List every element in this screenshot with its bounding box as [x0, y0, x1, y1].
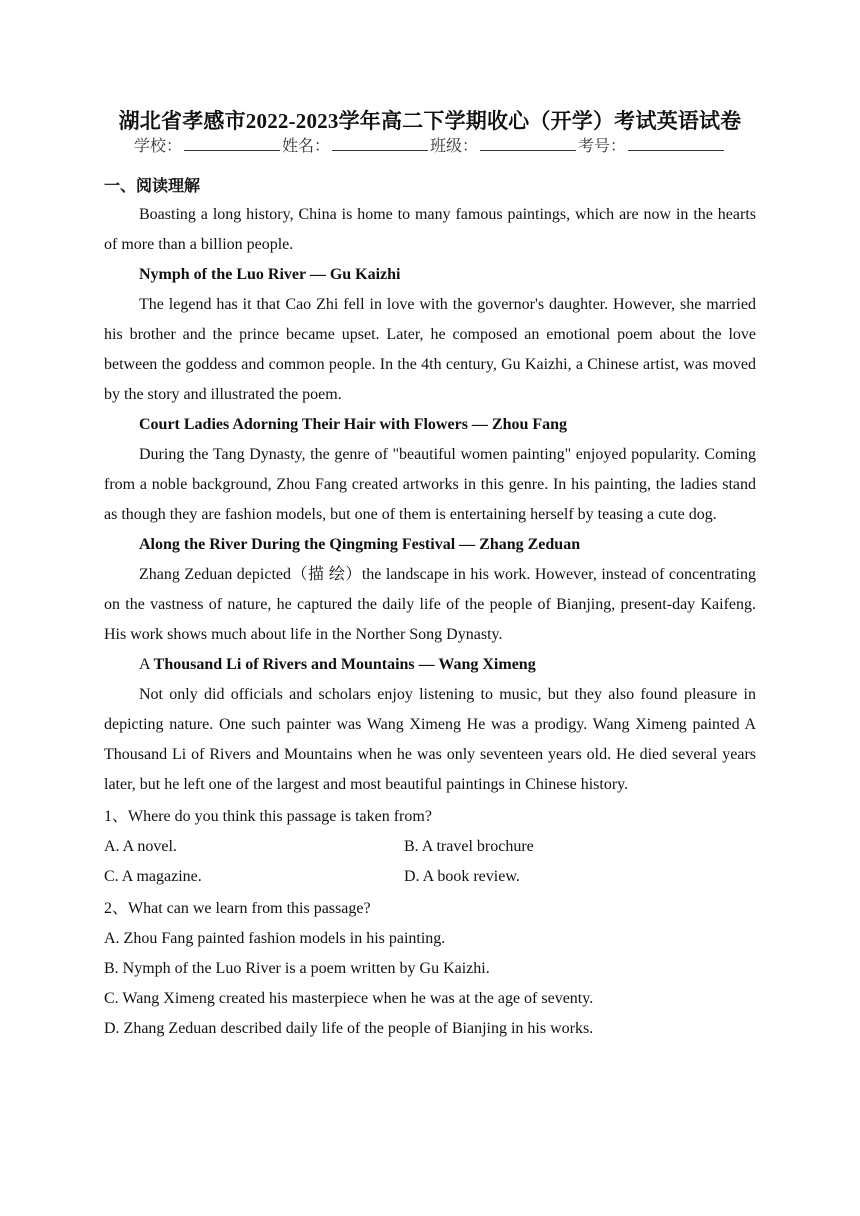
painting-paragraph: Not only did officials and scholars enjoy listening to music, but they also found pleasure in depicting nature. One such painter was Wang Ximeng He was a prodigy. Wang Ximeng painted A Thousand Li of Rivers and Mountains when he was only seventeen years old. He died several years later, but he left one of the largest and most beautiful paintings in Chinese history.: [104, 686, 756, 793]
question-1-options-row-1: [104, 832, 756, 862]
option-b[interactable]: B. Nymph of the Luo River is a poem written by Gu Kaizhi.: [104, 960, 490, 977]
option-d[interactable]: D. Zhang Zeduan described daily life of the people of Bianjing in his works.: [104, 1020, 594, 1037]
option-c[interactable]: C. A magazine.: [104, 868, 202, 885]
painting-title-text: Thousand Li of Rivers and Mountains — Wang Ximeng: [153, 656, 536, 673]
school-label: 学校：: [133, 138, 182, 155]
question-1-options-row-2: [104, 862, 756, 892]
intro-paragraph: Boasting a long history, China is home to many famous paintings, which are now in the hearts of more than a billion people.: [104, 206, 756, 253]
name-label: 姓名：: [281, 138, 330, 155]
reading-section: [104, 174, 756, 1044]
option-a[interactable]: A. A novel.: [104, 838, 177, 855]
question-1-stem: 1、Where do you think this passage is taken from?: [104, 808, 432, 825]
student-info-line: [0, 133, 860, 156]
painting-paragraph: During the Tang Dynasty, the genre of "beautiful women painting" enjoyed popularity. Coming from a noble background, Zhou Fang created artworks in this genre. In his painting, the ladies stand as though they are fashion models, but one of them is entertaining herself by teasing a cute dog.: [104, 446, 756, 523]
option-d[interactable]: D. A book review.: [404, 868, 520, 885]
exam-no-label: 考号：: [578, 138, 627, 155]
exam-no-blank: [628, 136, 724, 151]
painting-title-prefix: A: [139, 656, 154, 673]
painting-title: Court Ladies Adorning Their Hair with Flowers — Zhou Fang: [139, 416, 568, 433]
painting-paragraph: Zhang Zeduan depicted（描 绘）the landscape in his work. However, instead of concentrating on the vastness of nature, he captured the daily life of the people of Bianjing, present-day Kaifeng. His work shows much about life in the Norther Song Dynasty.: [104, 566, 756, 643]
name-blank: [332, 136, 428, 151]
option-a[interactable]: A. Zhou Fang painted fashion models in his painting.: [104, 930, 446, 947]
painting-title: Along the River During the Qingming Festival — Zhang Zeduan: [139, 536, 581, 553]
option-b[interactable]: B. A travel brochure: [404, 838, 534, 855]
question-2-stem: 2、What can we learn from this passage?: [104, 900, 371, 917]
exam-title: 湖北省孝感市2022-2023学年高二下学期收心（开学）考试英语试卷: [118, 109, 742, 133]
painting-title-4: [104, 650, 756, 680]
option-c[interactable]: C. Wang Ximeng created his masterpiece when he was at the age of seventy.: [104, 990, 594, 1007]
painting-title: Nymph of the Luo River — Gu Kaizhi: [139, 266, 401, 283]
class-blank: [480, 136, 576, 151]
painting-paragraph: The legend has it that Cao Zhi fell in love with the governor's daughter. However, she married his brother and the prince became upset. Later, he composed an emotional poem about the love between the goddess and common people. In the 4th century, Gu Kaizhi, a Chinese artist, was moved by the story and illustrated the poem.: [104, 296, 756, 403]
section-heading: 一、阅读理解: [104, 178, 201, 195]
school-blank: [184, 136, 280, 151]
class-label: 班级：: [430, 138, 479, 155]
